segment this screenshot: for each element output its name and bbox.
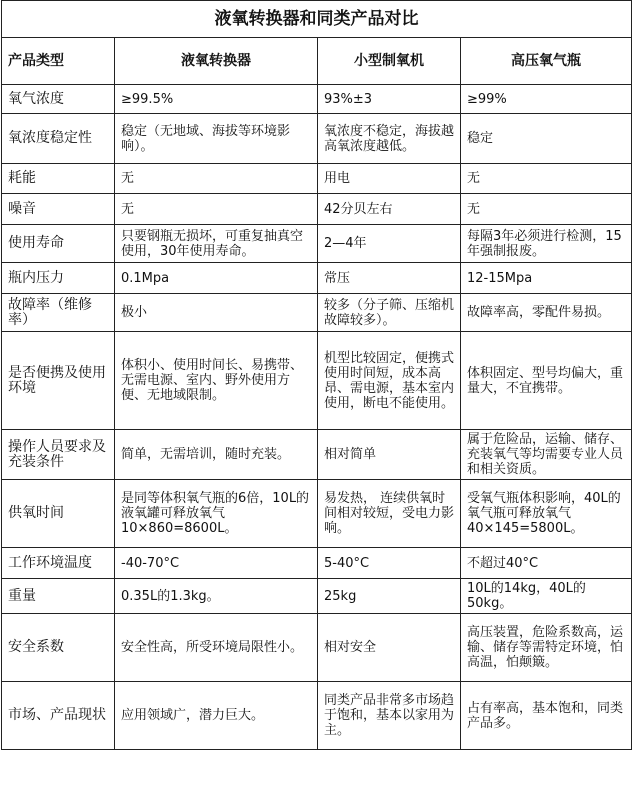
table-cell: 氧浓度不稳定，海拔越高氧浓度越低。 (318, 114, 461, 164)
table-cell: 42分贝左右 (318, 194, 461, 225)
table-cell: 安全性高，所受环境局限性小。 (115, 614, 318, 682)
header-product-type: 产品类型 (2, 38, 115, 85)
table-cell: 只要钢瓶无损坏，可重复抽真空使用，30年使用寿命。 (115, 225, 318, 263)
row-label: 使用寿命 (2, 225, 115, 263)
header-oxygen-concentrator: 小型制氧机 (318, 38, 461, 85)
table-cell: 机型比较固定，便携式使用时间短，成本高昂、需电源，基本室内使用，断电不能使用。 (318, 332, 461, 430)
row-label: 瓶内压力 (2, 263, 115, 294)
table-row (2, 332, 632, 430)
table-cell: 93%±3 (318, 85, 461, 114)
row-label: 氧气浓度 (2, 85, 115, 114)
table-cell: 体积固定、型号均偏大，重量大，不宜携带。 (461, 332, 632, 430)
table-cell: 12-15Mpa (461, 263, 632, 294)
table-cell: 不超过40°C (461, 548, 632, 579)
table-cell: 同类产品非常多市场趋于饱和，基本以家用为主。 (318, 682, 461, 750)
table-cell: 5-40°C (318, 548, 461, 579)
table-cell: 较多（分子筛、压缩机故障较多）。 (318, 294, 461, 332)
table-cell: 0.35L的1.3kg。 (115, 579, 318, 614)
table-cell: 常压 (318, 263, 461, 294)
row-label: 供氧时间 (2, 480, 115, 548)
table-cell: 故障率高，零配件易损。 (461, 294, 632, 332)
title-row (2, 1, 632, 38)
table-cell: 相对简单 (318, 430, 461, 480)
table-row (2, 85, 632, 114)
table-cell: 无 (115, 194, 318, 225)
table-row (2, 294, 632, 332)
row-label: 重量 (2, 579, 115, 614)
table-cell: 易发热， 连续供氧时间相对较短，受电力影响。 (318, 480, 461, 548)
table-cell: 应用领域广，潜力巨大。 (115, 682, 318, 750)
table-title: 液氧转换器和同类产品对比 (2, 1, 632, 38)
row-label: 安全系数 (2, 614, 115, 682)
table-cell: 0.1Mpa (115, 263, 318, 294)
header-oxygen-cylinder: 高压氧气瓶 (461, 38, 632, 85)
table-cell: 占有率高，基本饱和，同类产品多。 (461, 682, 632, 750)
table-cell: 无 (461, 164, 632, 194)
header-row (2, 38, 632, 85)
table-cell: 2—4年 (318, 225, 461, 263)
table-cell: 25kg (318, 579, 461, 614)
table-cell: 无 (461, 194, 632, 225)
row-label: 耗能 (2, 164, 115, 194)
table-row (2, 579, 632, 614)
table-cell: 10L的14kg，40L的50kg。 (461, 579, 632, 614)
table-row (2, 263, 632, 294)
table-row (2, 682, 632, 750)
table-cell: 相对安全 (318, 614, 461, 682)
header-liquid-oxygen-converter: 液氧转换器 (115, 38, 318, 85)
table-cell: 受氧气瓶体积影响，40L的氧气瓶可释放氧气40×145=5800L。 (461, 480, 632, 548)
table-cell: 用电 (318, 164, 461, 194)
table-row (2, 194, 632, 225)
table-row (2, 548, 632, 579)
table-cell: ≥99% (461, 85, 632, 114)
table-cell: 简单，无需培训，随时充装。 (115, 430, 318, 480)
row-label: 操作人员要求及充装条件 (2, 430, 115, 480)
row-label: 噪音 (2, 194, 115, 225)
table-cell: 极小 (115, 294, 318, 332)
table-row (2, 114, 632, 164)
row-label: 是否便携及使用环境 (2, 332, 115, 430)
table-row (2, 225, 632, 263)
table-cell: -40-70°C (115, 548, 318, 579)
table-row (2, 480, 632, 548)
row-label: 故障率（维修率） (2, 294, 115, 332)
table-cell: 是同等体积氧气瓶的6倍，10L的液氧罐可释放氧气10×860=8600L。 (115, 480, 318, 548)
table-cell: 稳定 (461, 114, 632, 164)
table-cell: 体积小、使用时间长、易携带、无需电源、室内、野外使用方便、无地域限制。 (115, 332, 318, 430)
comparison-table (1, 0, 632, 750)
table-cell: 高压装置，危险系数高，运输、储存等需特定环境，怕高温，怕颠簸。 (461, 614, 632, 682)
row-label: 工作环境温度 (2, 548, 115, 579)
table-cell: ≥99.5% (115, 85, 318, 114)
table-cell: 无 (115, 164, 318, 194)
table-row (2, 164, 632, 194)
table-row (2, 430, 632, 480)
table-cell: 每隔3年必须进行检测，15年强制报废。 (461, 225, 632, 263)
row-label: 市场、产品现状 (2, 682, 115, 750)
table-cell: 稳定（无地域、海拔等环境影响）。 (115, 114, 318, 164)
table-row (2, 614, 632, 682)
table-cell: 属于危险品，运输、储存、充装氧气等均需要专业人员和相关资质。 (461, 430, 632, 480)
row-label: 氧浓度稳定性 (2, 114, 115, 164)
